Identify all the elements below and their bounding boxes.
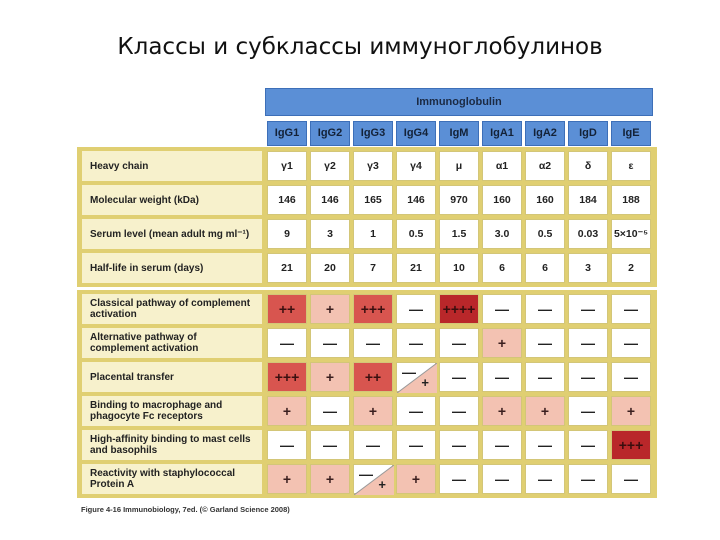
table-cell	[568, 464, 608, 494]
cell-value: 1.5	[451, 228, 467, 240]
table-cell	[482, 362, 522, 392]
table-cell	[611, 219, 651, 249]
cell-value: —	[452, 471, 466, 487]
table-cell	[353, 328, 393, 358]
cell-value: —	[495, 369, 509, 385]
cell-value: 0.5	[537, 228, 553, 240]
table-cell	[482, 396, 522, 426]
table-cell	[267, 328, 307, 358]
cell-value: 20	[324, 262, 336, 274]
cell-value: 2	[628, 262, 634, 274]
table-cell	[353, 185, 393, 215]
cell-value: 0.03	[577, 228, 599, 240]
table-cell	[611, 253, 651, 283]
cell-value: γ2	[324, 160, 336, 172]
table-cell	[611, 151, 651, 181]
table-cell	[568, 328, 608, 358]
cell-value: 3	[327, 228, 333, 240]
table-cell	[353, 430, 393, 460]
row-label: Alternative pathway of complement activation	[82, 328, 262, 358]
cell-value: +	[497, 335, 507, 351]
cell-value: —	[538, 335, 552, 351]
cell-value: +	[282, 471, 292, 487]
cell-value: 165	[364, 194, 382, 206]
cell-value: α2	[538, 160, 552, 172]
table-cell	[525, 362, 565, 392]
cell-value: ++	[364, 369, 382, 385]
cell-value: —	[323, 403, 337, 419]
cell-value: —	[538, 471, 552, 487]
table-cell	[267, 253, 307, 283]
cell-value: —	[366, 437, 380, 453]
table-cell	[611, 185, 651, 215]
cell-value: +	[325, 369, 335, 385]
row-label: Reactivity with staphylococcal Protein A	[82, 464, 262, 494]
table-cell	[353, 294, 393, 324]
table-cell	[310, 253, 350, 283]
cell-value: —	[624, 471, 638, 487]
cell-value: +++	[274, 369, 300, 385]
table-cell	[568, 219, 608, 249]
cell-value: —	[452, 335, 466, 351]
cell-value: —	[581, 335, 595, 351]
slide-title: Классы и субклассы иммуноглобулинов	[117, 34, 603, 60]
table-cell	[611, 328, 651, 358]
cell-value: 6	[499, 262, 505, 274]
table-cell	[525, 185, 565, 215]
table-cell	[482, 185, 522, 215]
cell-value: μ	[455, 160, 463, 172]
cell-value: 7	[370, 262, 376, 274]
split-cell	[353, 464, 393, 494]
cell-value: —	[452, 437, 466, 453]
table-cell	[396, 294, 436, 324]
cell-value: —	[280, 335, 294, 351]
table-cell	[482, 151, 522, 181]
table-cell	[353, 362, 393, 392]
cell-value: +++	[360, 301, 386, 317]
table-cell	[267, 185, 307, 215]
column-header-igg3: IgG3	[353, 121, 393, 146]
table-cell	[482, 294, 522, 324]
cell-value: 21	[410, 262, 422, 274]
cell-value: +	[325, 471, 335, 487]
immunoglobulin-header: Immunoglobulin	[265, 88, 653, 116]
split-cell	[396, 362, 436, 392]
table-cell	[310, 396, 350, 426]
cell-value: —	[323, 437, 337, 453]
cell-value: —	[409, 301, 423, 317]
split-cell-plus: +	[378, 477, 386, 492]
table-cell	[439, 219, 479, 249]
cell-value: —	[581, 471, 595, 487]
cell-value: 146	[407, 194, 425, 206]
column-header-igd: IgD	[568, 121, 608, 146]
table-cell	[267, 362, 307, 392]
cell-value: —	[581, 301, 595, 317]
table-cell	[439, 328, 479, 358]
cell-value: +	[411, 471, 421, 487]
cell-value: +	[325, 301, 335, 317]
table-cell	[396, 328, 436, 358]
table-cell	[611, 430, 651, 460]
cell-value: 5×10⁻⁵	[613, 228, 649, 240]
table-cell	[267, 219, 307, 249]
column-header-igg1: IgG1	[267, 121, 307, 146]
cell-value: —	[409, 437, 423, 453]
table-cell	[310, 464, 350, 494]
cell-value: γ3	[367, 160, 379, 172]
table-cell	[439, 430, 479, 460]
table-cell	[439, 464, 479, 494]
cell-value: —	[538, 301, 552, 317]
cell-value: 10	[453, 262, 465, 274]
column-header-igg4: IgG4	[396, 121, 436, 146]
row-label: Molecular weight (kDa)	[82, 185, 262, 215]
table-cell	[267, 464, 307, 494]
table-cell	[482, 219, 522, 249]
table-cell	[310, 362, 350, 392]
column-header-igg2: IgG2	[310, 121, 350, 146]
cell-value: —	[538, 437, 552, 453]
cell-value: ++++	[442, 301, 476, 317]
cell-value: 6	[542, 262, 548, 274]
cell-value: —	[409, 403, 423, 419]
table-cell	[353, 219, 393, 249]
table-cell	[310, 328, 350, 358]
table-cell	[482, 328, 522, 358]
table-cell	[525, 396, 565, 426]
table-cell	[568, 294, 608, 324]
table-cell	[353, 151, 393, 181]
split-cell-minus: —	[359, 466, 373, 482]
cell-value: 160	[536, 194, 554, 206]
table-cell	[310, 219, 350, 249]
cell-value: 160	[493, 194, 511, 206]
cell-value: +	[282, 403, 292, 419]
row-label: Half-life in serum (days)	[82, 253, 262, 283]
table-cell	[568, 185, 608, 215]
table-cell	[396, 185, 436, 215]
table-cell	[525, 294, 565, 324]
table-cell	[611, 294, 651, 324]
cell-value: 188	[622, 194, 640, 206]
cell-value: —	[581, 437, 595, 453]
table-cell	[267, 396, 307, 426]
cell-value: +	[497, 403, 507, 419]
cell-value: α1	[495, 160, 509, 172]
cell-value: δ	[584, 160, 592, 172]
table-cell	[525, 253, 565, 283]
cell-value: —	[323, 335, 337, 351]
table-cell	[568, 151, 608, 181]
cell-value: 184	[579, 194, 597, 206]
table-cell	[482, 464, 522, 494]
cell-value: —	[538, 369, 552, 385]
table-cell	[439, 362, 479, 392]
table-cell	[439, 294, 479, 324]
row-label: Placental transfer	[82, 362, 262, 392]
cell-value: ++	[278, 301, 296, 317]
table-cell	[439, 396, 479, 426]
row-label: Heavy chain	[82, 151, 262, 181]
table-cell	[267, 430, 307, 460]
cell-value: —	[624, 301, 638, 317]
table-cell	[568, 253, 608, 283]
cell-value: +	[540, 403, 550, 419]
cell-value: +++	[618, 437, 644, 453]
table-cell	[353, 253, 393, 283]
table-cell	[310, 185, 350, 215]
table-cell	[525, 328, 565, 358]
table-cell	[439, 253, 479, 283]
table-cell	[568, 430, 608, 460]
table-cell	[525, 151, 565, 181]
table-cell	[525, 464, 565, 494]
table-cell	[267, 294, 307, 324]
table-cell	[525, 219, 565, 249]
table-cell	[310, 430, 350, 460]
cell-value: —	[409, 335, 423, 351]
table-cell	[482, 430, 522, 460]
table-cell	[568, 396, 608, 426]
table-cell	[353, 396, 393, 426]
table-cell	[482, 253, 522, 283]
table-cell	[396, 219, 436, 249]
table-cell	[568, 362, 608, 392]
cell-value: γ1	[281, 160, 293, 172]
cell-value: —	[452, 403, 466, 419]
cell-value: +	[626, 403, 636, 419]
cell-value: —	[366, 335, 380, 351]
table-cell	[396, 396, 436, 426]
table-cell	[310, 151, 350, 181]
cell-value: —	[452, 369, 466, 385]
cell-value: —	[495, 437, 509, 453]
cell-value: —	[581, 369, 595, 385]
immunoglobulin-table	[77, 84, 657, 524]
cell-value: —	[624, 335, 638, 351]
table-cell	[611, 396, 651, 426]
table-cell	[396, 151, 436, 181]
row-label: Binding to macrophage and phagocyte Fc receptors	[82, 396, 262, 426]
cell-value: —	[624, 369, 638, 385]
cell-value: 146	[278, 194, 296, 206]
cell-value: 1	[370, 228, 376, 240]
column-header-ige: IgE	[611, 121, 651, 146]
cell-value: 3	[585, 262, 591, 274]
cell-value: 3.0	[494, 228, 510, 240]
row-label: High-affinity binding to mast cells and basophils	[82, 430, 262, 460]
cell-value: +	[368, 403, 378, 419]
cell-value: —	[581, 403, 595, 419]
cell-value: 9	[284, 228, 290, 240]
table-cell	[396, 464, 436, 494]
table-cell	[396, 430, 436, 460]
cell-value: —	[280, 437, 294, 453]
table-cell	[310, 294, 350, 324]
figure-caption: Figure 4-16 Immunobiology, 7ed. (© Garland Science 2008)	[81, 505, 290, 514]
table-cell	[611, 362, 651, 392]
table-cell	[396, 253, 436, 283]
cell-value: γ4	[410, 160, 422, 172]
split-cell-minus: —	[402, 364, 416, 380]
cell-value: 21	[281, 262, 293, 274]
row-label: Classical pathway of complement activation	[82, 294, 262, 324]
cell-value: 0.5	[408, 228, 424, 240]
cell-value: 146	[321, 194, 339, 206]
table-cell	[439, 185, 479, 215]
column-header-iga1: IgA1	[482, 121, 522, 146]
table-cell	[439, 151, 479, 181]
column-header-iga2: IgA2	[525, 121, 565, 146]
table-cell	[611, 464, 651, 494]
column-header-igm: IgM	[439, 121, 479, 146]
table-cell	[525, 430, 565, 460]
cell-value: 970	[450, 194, 468, 206]
cell-value: —	[495, 301, 509, 317]
cell-value: —	[495, 471, 509, 487]
table-cell	[267, 151, 307, 181]
split-cell-plus: +	[421, 375, 429, 390]
row-label: Serum level (mean adult mg ml⁻¹)	[82, 219, 262, 249]
cell-value: ε	[628, 160, 634, 172]
